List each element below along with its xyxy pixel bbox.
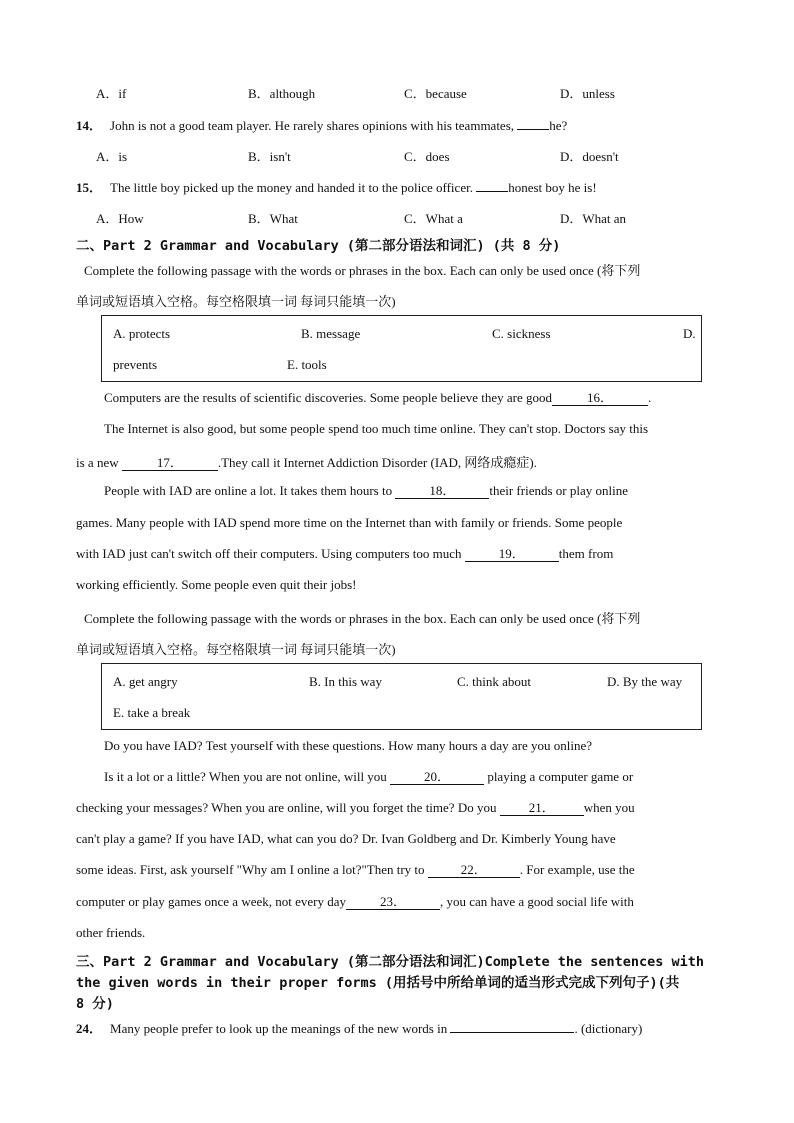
question-text: Many people prefer to look up the meanings of the new words in bbox=[110, 1021, 451, 1036]
word-option-a: A. protects bbox=[113, 326, 171, 341]
phrase-option-b: B. In this way bbox=[309, 674, 382, 689]
word-box-2 bbox=[101, 663, 702, 730]
section-3-heading-line-3: 8 分) bbox=[76, 996, 114, 1012]
phrase-option-c: C. think about bbox=[457, 674, 532, 689]
q14-option-d: D．doesn't bbox=[560, 149, 619, 164]
phrase-option-d: D. By the way bbox=[607, 674, 683, 689]
word-box-1 bbox=[101, 315, 702, 382]
question-text: John is not a good team player. He rarely shares opinions with his teammates, bbox=[110, 118, 518, 133]
blank-22[interactable]: 22． bbox=[428, 863, 520, 878]
blank-17[interactable]: 17． bbox=[122, 456, 218, 471]
answer-blank[interactable] bbox=[476, 191, 508, 192]
question-text-end: he? bbox=[549, 118, 568, 133]
passage-1-paragraph-3-line-3: with IAD just can't switch off their computers. Using computers too much 19． them from bbox=[76, 546, 614, 561]
question-number: 24． bbox=[76, 1021, 103, 1036]
blank-21[interactable]: 21． bbox=[500, 801, 584, 816]
passage-2-paragraph-2-line-6: other friends. bbox=[76, 925, 146, 940]
section-3-heading-line-1: 三、Part 2 Grammar and Vocabulary (第二部分语法和词汇)Complete the sentences with bbox=[76, 954, 705, 970]
instruction-2-line-1: Complete the following passage with the words or phrases in the box. Each can only be used once (将下列 bbox=[84, 611, 641, 626]
q13-option-c: C．because bbox=[404, 86, 467, 101]
word-option-b: B. message bbox=[301, 326, 361, 341]
q14-option-a: A．is bbox=[96, 149, 128, 164]
question-14 bbox=[76, 115, 567, 134]
word-option-c: C. sickness bbox=[492, 326, 551, 341]
q13-option-d: D．unless bbox=[560, 86, 615, 101]
word-option-d-text: prevents bbox=[113, 357, 158, 372]
passage-2-paragraph-2-line-4: some ideas. First, ask yourself "Why am I online a lot?"Then try to 22． . For example, use the bbox=[76, 862, 635, 877]
passage-1-paragraph-3-line-1: People with IAD are online a lot. It takes them hours to 18． their friends or play online bbox=[104, 483, 628, 498]
passage-2-paragraph-2-line-1: Is it a lot or a little? When you are not online, will you 20． playing a computer game or bbox=[104, 769, 634, 784]
blank-23[interactable]: 23． bbox=[346, 895, 440, 910]
answer-blank[interactable] bbox=[517, 129, 549, 130]
passage-1-paragraph-3-line-4: working efficiently. Some people even quit their jobs! bbox=[76, 577, 357, 592]
instruction-1-line-2: 单词或短语填入空格。每空格限填一词 每词只能填一次) bbox=[76, 294, 396, 309]
blank-19[interactable]: 19． bbox=[465, 547, 559, 562]
passage-2-paragraph-1: Do you have IAD? Test yourself with these questions. How many hours a day are you online? bbox=[104, 738, 593, 753]
word-option-d: D. bbox=[683, 326, 696, 341]
instruction-1-line-1: Complete the following passage with the words or phrases in the box. Each can only be used once (将下列 bbox=[84, 263, 641, 278]
blank-18[interactable]: 18． bbox=[395, 484, 489, 499]
blank-16[interactable]: 16． bbox=[552, 391, 648, 406]
phrase-option-a: A. get angry bbox=[113, 674, 178, 689]
question-24 bbox=[76, 1018, 642, 1037]
q15-option-d: D．What an bbox=[560, 211, 627, 226]
passage-2-paragraph-2-line-2: checking your messages? When you are online, will you forget the time? Do you 21． when you bbox=[76, 800, 635, 815]
q15-option-b: B．What bbox=[248, 211, 298, 226]
question-15 bbox=[76, 177, 597, 196]
answer-blank[interactable] bbox=[450, 1032, 574, 1033]
question-text: The little boy picked up the money and handed it to the police officer. bbox=[110, 180, 477, 195]
passage-2-paragraph-2-line-5: computer or play games once a week, not every day 23． , you can have a good social life with bbox=[76, 894, 634, 909]
passage-1-paragraph-2-line-2: is a new 17． .They call it Internet Addiction Disorder (IAD, 网络成瘾症). bbox=[76, 455, 538, 470]
section-3-heading-line-2: the given words in their proper forms (用括号中所给单词的适当形式完成下列句子)(共 bbox=[76, 975, 680, 991]
question-text-end: honest boy he is! bbox=[508, 180, 597, 195]
q13-option-a: A．if bbox=[96, 86, 127, 101]
passage-1-paragraph-2-line-1: The Internet is also good, but some people spend too much time online. They can't stop. Doctors say this bbox=[104, 421, 649, 436]
passage-2-paragraph-2-line-3: can't play a game? If you have IAD, what can you do? Dr. Ivan Goldberg and Dr. Kimberly Young have bbox=[76, 831, 616, 846]
question-number: 15． bbox=[76, 180, 103, 195]
section-2-heading: 二、Part 2 Grammar and Vocabulary (第二部分语法和词汇) (共 8 分) bbox=[76, 238, 561, 254]
word-option-e: E. tools bbox=[287, 357, 327, 372]
passage-1-paragraph-1: Computers are the results of scientific discoveries. Some people believe they are good 16． . bbox=[104, 390, 652, 405]
q13-option-b: B．although bbox=[248, 86, 316, 101]
phrase-option-e: E. take a break bbox=[113, 705, 191, 720]
q15-option-c: C．What a bbox=[404, 211, 463, 226]
q15-option-a: A．How bbox=[96, 211, 144, 226]
question-hint: . (dictionary) bbox=[574, 1021, 643, 1036]
passage-1-paragraph-3-line-2: games. Many people with IAD spend more time on the Internet than with family or friends. Some people bbox=[76, 515, 623, 530]
blank-20[interactable]: 20． bbox=[390, 770, 484, 785]
q14-option-c: C．does bbox=[404, 149, 450, 164]
q14-option-b: B．isn't bbox=[248, 149, 291, 164]
question-number: 14． bbox=[76, 118, 103, 133]
instruction-2-line-2: 单词或短语填入空格。每空格限填一词 每词只能填一次) bbox=[76, 642, 396, 657]
